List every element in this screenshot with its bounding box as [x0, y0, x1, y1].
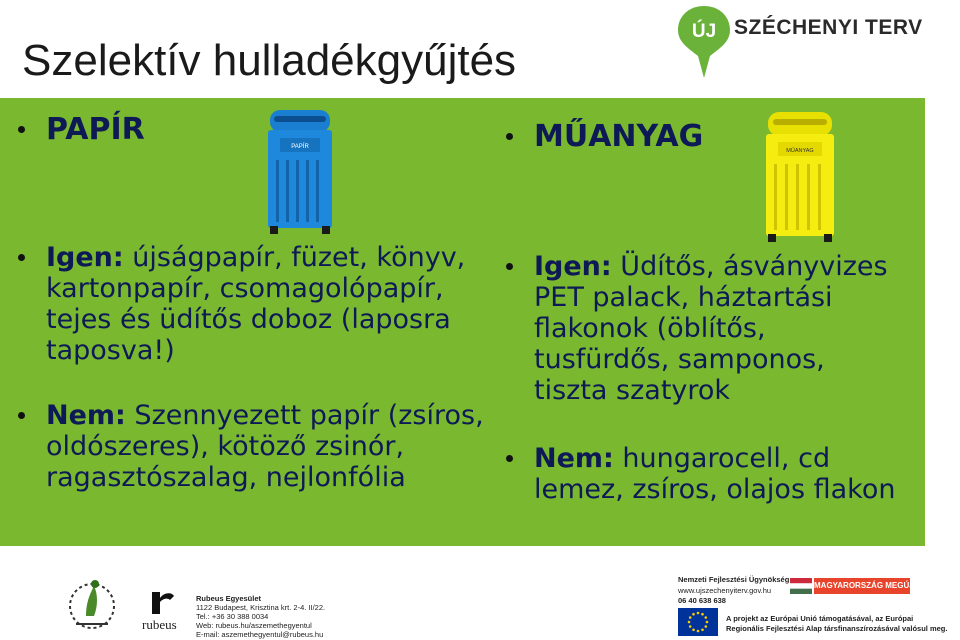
org-web: Web: rubeus.hu/aszemethegyentul	[196, 621, 312, 630]
paper-yes-label: Igen:	[46, 242, 124, 273]
org-address: 1122 Budapest, Krisztina krt. 2-4. II/22.	[196, 603, 326, 612]
bullet	[18, 254, 25, 261]
nfu-web: www.ujszechenyiterv.gov.hu	[678, 586, 772, 595]
logo-badge-text: ÚJ	[691, 21, 717, 42]
category-plastic: MŰANYAG	[534, 119, 704, 154]
logo-text: SZÉCHENYI TERV	[734, 16, 923, 39]
rubeus-wordmark: rubeus	[142, 617, 177, 632]
paper-bin-label: PAPÍR	[291, 144, 309, 150]
bullet	[506, 133, 513, 140]
paper-no-label: Nem:	[46, 400, 126, 431]
plastic-yes-text	[534, 251, 904, 406]
nfu-name: Nemzeti Fejlesztési Ügynökség	[678, 575, 790, 584]
paper-yes-text	[46, 242, 486, 366]
paper-yes-items: újságpapír, füzet, könyv, kartonpapír, csomagolópapír, tejes és üdítős doboz (laposra taposva!)	[46, 242, 466, 366]
hungary-flag-icon	[790, 578, 812, 594]
paper-bin-icon	[266, 108, 334, 236]
plastic-no-items: hungarocell, cd lemez, zsíros, olajos flakon	[534, 443, 896, 505]
eu-flag-icon	[678, 608, 718, 636]
org-email: E-mail: aszemethegyentul@rubeus.hu	[196, 630, 324, 639]
plastic-no-text	[534, 443, 904, 505]
org-name: Rubeus Egyesület	[196, 594, 262, 603]
bullet	[506, 263, 513, 270]
plastic-yes-items: Üdítős, ásványvizes PET palack, háztartási flakonok (öblítős, tusfürdős, samponos, tiszta szatyrok	[534, 251, 888, 406]
paper-no-items: Szennyezett papír (zsíros, oldószeres), kötöző zsinór, ragasztószalag, nejlonfólia	[46, 400, 484, 493]
category-paper: PAPÍR	[46, 112, 145, 147]
plastic-bin-icon	[764, 110, 836, 244]
eu-notice-line2: Regionális Fejlesztési Alap társfinanszírozásával valósul meg.	[726, 624, 948, 633]
campaign-logo	[64, 572, 120, 636]
org-phone: Tel.: +36 30 388 0034	[196, 612, 269, 621]
plastic-bin-label: MŰANYAG	[786, 148, 814, 154]
bullet	[18, 126, 25, 133]
panel-margin	[925, 98, 960, 546]
paper-no-text	[46, 400, 486, 493]
nfu-phone: 06 40 638 638	[678, 596, 726, 605]
magyarorszag-megujul-badge: MAGYARORSZÁG MEGÚJUL	[814, 578, 910, 594]
rubeus-logo-mark	[148, 588, 178, 618]
bullet	[18, 412, 25, 419]
bullet	[506, 455, 513, 462]
plastic-no-label: Nem:	[534, 443, 614, 474]
eu-notice-line1: A projekt az Európai Unió támogatásával, az Európai	[726, 614, 914, 623]
plastic-yes-label: Igen:	[534, 251, 612, 282]
page-title: Szelektív hulladékgyűjtés	[22, 36, 517, 85]
